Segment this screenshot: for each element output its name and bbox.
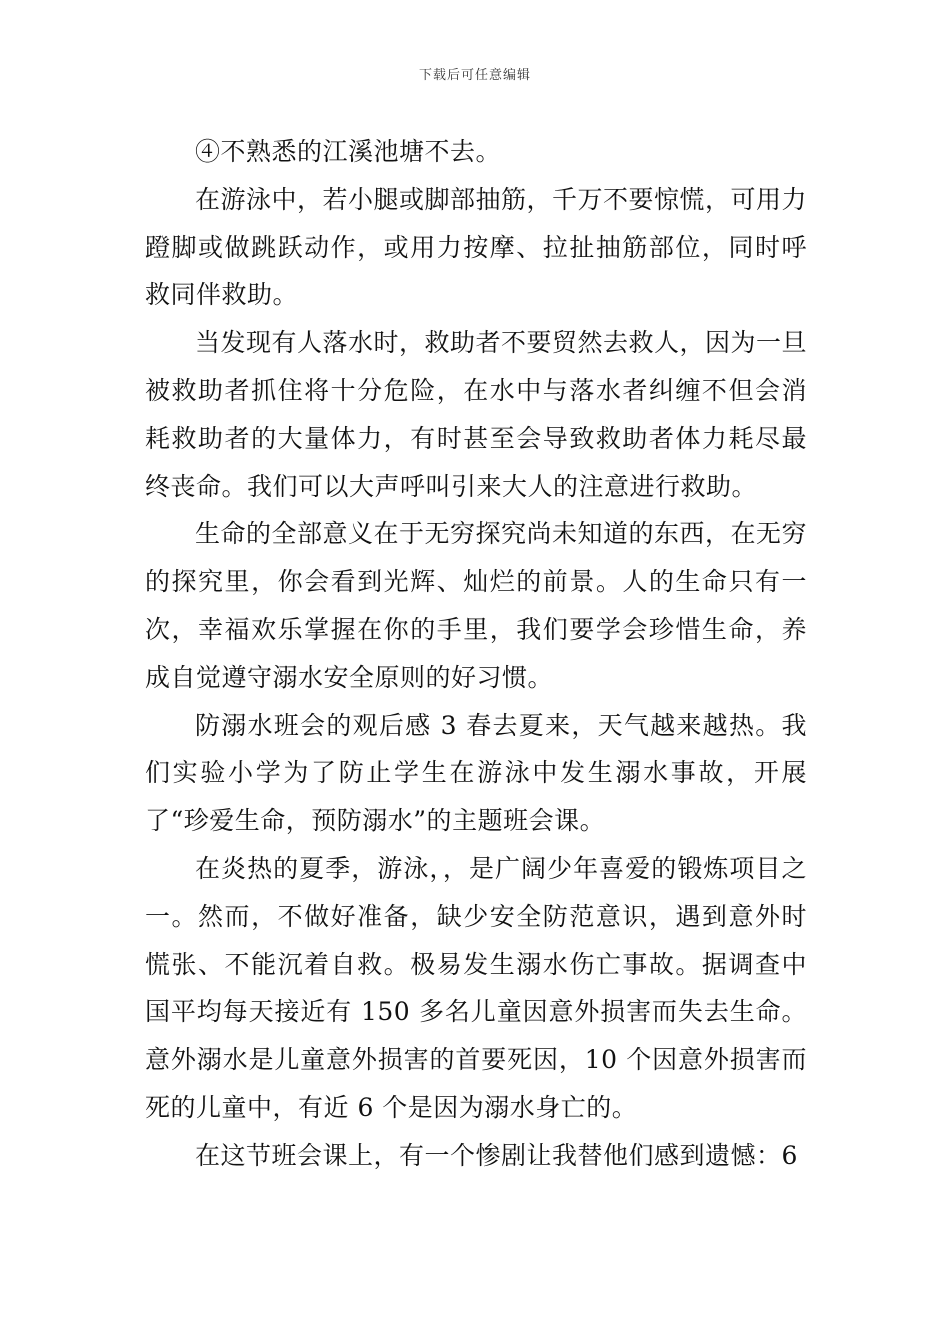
paragraph: 当发现有人落水时，救助者不要贸然去救人，因为一旦被救助者抓住将十分危险，在水中与落水者纠缠不但会消耗救助者的大量体力，有时甚至会导致救助者体力耗尽最终丧命。我们可以大声呼叫引来大人的注意进行救助。 (145, 328, 808, 501)
paragraph: 生命的全部意义在于无穷探究尚未知道的东西，在无穷的探究里，你会看到光辉、灿烂的前景。人的生命只有一次，幸福欢乐掌握在你的手里，我们要学会珍惜生命，养成自觉遵守溺水安全原则的好习惯。 (145, 519, 808, 692)
paragraph: 在游泳中，若小腿或脚部抽筋，千万不要惊慌，可用力蹬脚或做跳跃动作，或用力按摩、拉扯抽筋部位，同时呼救同伴救助。 (145, 184, 808, 310)
document-body (145, 128, 807, 1180)
paragraph: 在这节班会课上，有一个惨剧让我替他们感到遗憾：6 (195, 1140, 798, 1170)
paragraph: ④不熟悉的江溪池塘不去。 (195, 137, 502, 166)
page-header: 下载后可任意编辑 (418, 68, 531, 83)
paragraph: 在炎热的夏季，游泳，，是广阔少年喜爱的锻炼项目之一。然而，不做好准备，缺少安全防范意识，遇到意外时慌张、不能沉着自救。极易发生溺水伤亡事故。据调查中国平均每天接近有 150 多名儿童因意外损害而失去生命。意外溺水是儿童意外损害的首要死因，10 个因意外损害而死的儿童中，有近 6 个是因为溺水身亡的。 (145, 853, 807, 1122)
paragraph: 防溺水班会的观后感 3 春去夏来，天气越来越热。我们实验小学为了防止学生在游泳中发生溺水事故，开展了“珍爱生命，预防溺水”的主题班会课。 (145, 710, 807, 836)
